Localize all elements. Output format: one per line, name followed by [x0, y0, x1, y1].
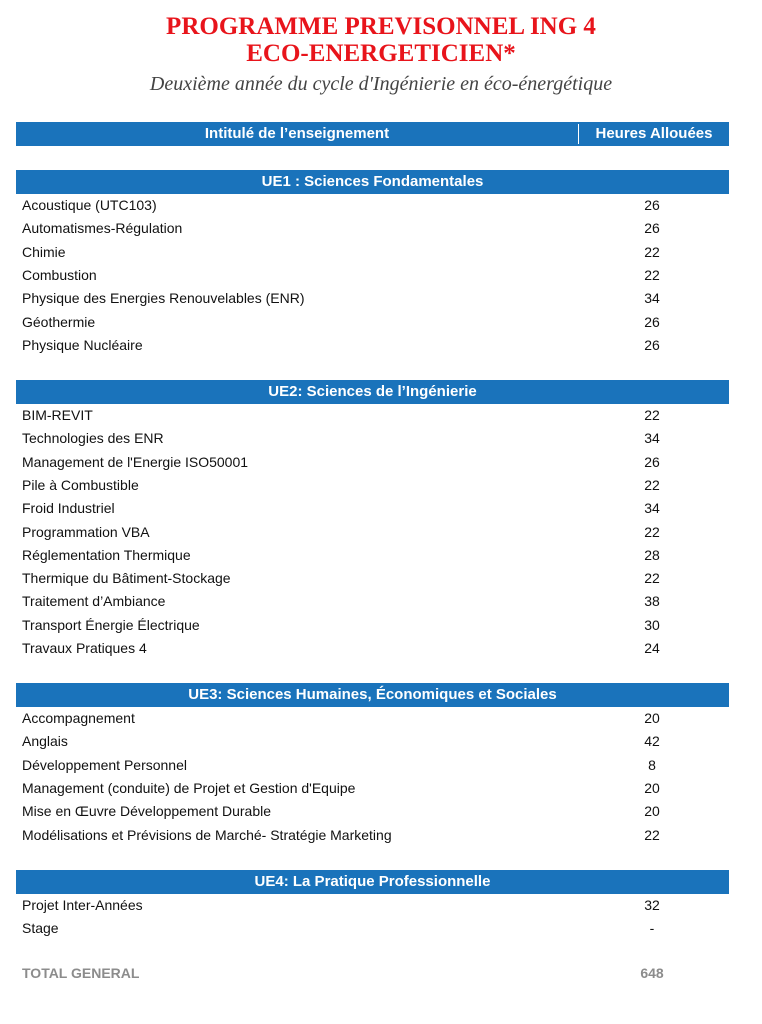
table-row — [22, 451, 722, 474]
table-row — [22, 637, 722, 660]
course-hours: 28 — [644, 546, 660, 563]
page-subtitle: Deuxième année du cycle d'Ingénierie en éco-énergétique — [149, 73, 613, 95]
table-row — [22, 567, 722, 590]
table-row — [22, 497, 722, 520]
table-row — [22, 474, 722, 497]
table-row — [22, 754, 722, 777]
course-hours: 26 — [644, 220, 660, 237]
course-hours: 38 — [644, 593, 660, 610]
course-name: Géothermie — [22, 313, 96, 330]
table-row — [22, 730, 722, 753]
page-title-line1: PROGRAMME PREVISONNEL ING 4 — [166, 13, 596, 40]
table-row — [22, 544, 722, 567]
course-name: Anglais — [22, 733, 68, 750]
course-hours: 22 — [644, 266, 660, 283]
table-row — [22, 824, 722, 847]
section-header: UE2: Sciences de l’Ingénierie — [16, 380, 729, 404]
course-hours: 22 — [644, 570, 660, 587]
course-hours: 20 — [644, 710, 660, 726]
course-name: Physique Nucléaire — [22, 336, 143, 353]
course-name: Transport Énergie Électrique — [22, 616, 200, 633]
course-name: Mise en Œuvre Développement Durable — [22, 803, 272, 820]
course-hours: 20 — [644, 779, 660, 796]
course-name: Développement Personnel — [22, 756, 187, 773]
course-hours: 32 — [644, 897, 660, 913]
course-name: Projet Inter-Années — [22, 897, 143, 913]
course-hours: 34 — [644, 500, 660, 517]
course-name: Modélisations et Prévisions de Marché- Stratégie Marketing — [22, 826, 392, 843]
course-column-header: Intitulé de l’enseignement — [204, 125, 390, 142]
course-hours: - — [649, 920, 655, 937]
course-name: Thermique du Bâtiment-Stockage — [22, 570, 231, 587]
table-row — [22, 217, 722, 240]
table-row — [22, 777, 722, 800]
course-name: Technologies des ENR — [22, 430, 164, 447]
table-row — [22, 427, 722, 450]
hours-column-header: Heures Allouées — [595, 125, 713, 142]
course-hours: 24 — [644, 640, 660, 656]
course-name: Accompagnement — [22, 710, 135, 726]
table-row — [22, 404, 722, 427]
course-hours: 26 — [644, 313, 660, 330]
table-row — [22, 590, 722, 613]
course-hours: 30 — [644, 616, 660, 633]
course-name: Acoustique (UTC103) — [22, 197, 157, 213]
course-hours: 22 — [644, 826, 660, 843]
table-row — [22, 800, 722, 823]
course-hours: 22 — [644, 407, 660, 423]
table-row — [22, 707, 722, 730]
course-hours: 42 — [644, 733, 660, 750]
course-name: Combustion — [22, 266, 97, 283]
course-hours: 34 — [644, 290, 660, 307]
course-hours: 8 — [648, 756, 656, 773]
section-header: UE1 : Sciences Fondamentales — [16, 170, 729, 194]
total-label: TOTAL GENERAL — [22, 965, 140, 981]
total-hours: 648 — [640, 965, 664, 981]
course-name: Programmation VBA — [22, 523, 150, 540]
total-row — [22, 962, 722, 985]
table-row — [22, 894, 722, 917]
course-name: Stage — [22, 920, 59, 937]
course-hours: 34 — [644, 430, 660, 447]
course-name: Management de l'Energie ISO50001 — [22, 453, 249, 470]
course-hours: 26 — [644, 197, 660, 213]
table-row — [22, 614, 722, 637]
course-name: Traitement d’Ambiance — [22, 593, 166, 610]
course-hours: 22 — [644, 243, 660, 260]
course-name: Chimie — [22, 243, 66, 260]
table-row — [22, 334, 722, 357]
table-row — [22, 521, 722, 544]
course-hours: 22 — [644, 523, 660, 540]
course-name: Physique des Energies Renouvelables (ENR) — [22, 290, 305, 307]
course-hours: 22 — [644, 476, 660, 493]
table-row — [22, 241, 722, 264]
table-row — [22, 917, 722, 940]
course-hours: 26 — [644, 453, 660, 470]
table-row — [22, 194, 722, 217]
course-name: Management (conduite) de Projet et Gestion d'Equipe — [22, 779, 356, 796]
course-hours: 20 — [644, 803, 660, 820]
table-header — [16, 122, 729, 146]
table-row — [22, 311, 722, 334]
table-row — [22, 264, 722, 287]
section-header: UE3: Sciences Humaines, Économiques et Sociales — [16, 683, 729, 707]
course-name: Travaux Pratiques 4 — [22, 640, 147, 656]
page-title-line2: ECO-ENERGETICIEN* — [246, 40, 516, 67]
course-name: Pile à Combustible — [22, 476, 139, 493]
course-name: Réglementation Thermique — [22, 546, 191, 563]
course-name: Automatismes-Régulation — [22, 220, 183, 237]
course-name: BIM-REVIT — [22, 407, 93, 423]
course-hours: 26 — [644, 336, 660, 353]
table-row — [22, 287, 722, 310]
course-name: Froid Industriel — [22, 500, 115, 517]
section-header: UE4: La Pratique Professionnelle — [16, 870, 729, 894]
